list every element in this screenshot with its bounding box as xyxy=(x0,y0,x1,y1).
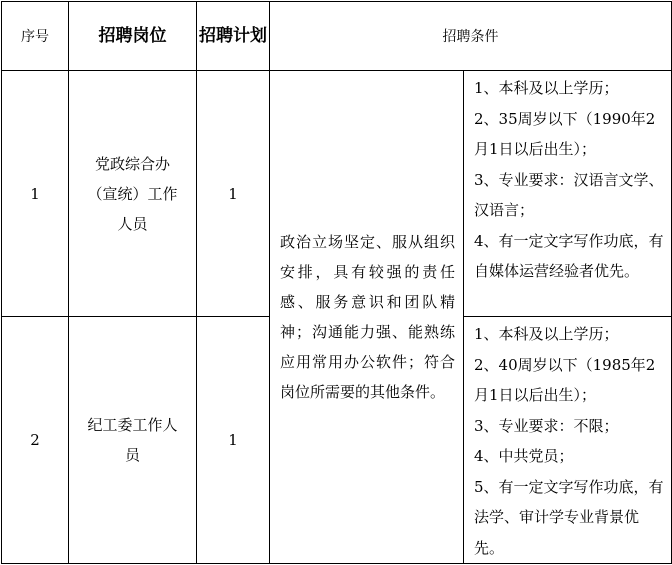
recruitment-table xyxy=(1,1,672,564)
requirement-item: 1、本科及以上学历； xyxy=(474,79,619,97)
row-requirements xyxy=(464,317,672,564)
requirement-item: 1、本科及以上学历； xyxy=(474,325,619,343)
row-plan: 1 xyxy=(197,317,270,564)
header-conditions: 招聘条件 xyxy=(270,2,672,71)
requirement-item: 3、专业要求：汉语言文学、汉语言； xyxy=(474,170,664,219)
requirement-item: 4、中共党员； xyxy=(474,447,574,465)
requirement-item: 2、35周岁以下（1990年2月1日以后出生）； xyxy=(474,109,656,158)
header-plan: 招聘计划 xyxy=(197,2,270,71)
row-requirements xyxy=(464,71,672,317)
row-position: 纪工委工作人员 xyxy=(69,317,197,564)
header-row xyxy=(2,2,672,71)
row-position: 党政综合办（宣统）工作人员 xyxy=(69,71,197,317)
row-index: 2 xyxy=(2,317,69,564)
row-plan: 1 xyxy=(197,71,270,317)
table-row xyxy=(2,71,672,317)
shared-condition: 政治立场坚定、服从组织安排，具有较强的责任感、服务意识和团队精神；沟通能力强、能熟练应用常用办公软件；符合岗位所需要的其他条件。 xyxy=(270,71,464,564)
requirement-item: 3、专业要求：不限； xyxy=(474,416,619,435)
requirement-item: 4、有一定文字写作功底，有自媒体运营经验者优先。 xyxy=(474,231,664,280)
requirement-item: 2、40周岁以下（1985年2月1日以后出生）； xyxy=(474,355,656,404)
header-index: 序号 xyxy=(2,2,69,71)
header-position: 招聘岗位 xyxy=(69,2,197,71)
requirement-item: 5、有一定文字写作功底，有法学、审计学专业背景优先。 xyxy=(474,477,664,557)
row-index: 1 xyxy=(2,71,69,317)
